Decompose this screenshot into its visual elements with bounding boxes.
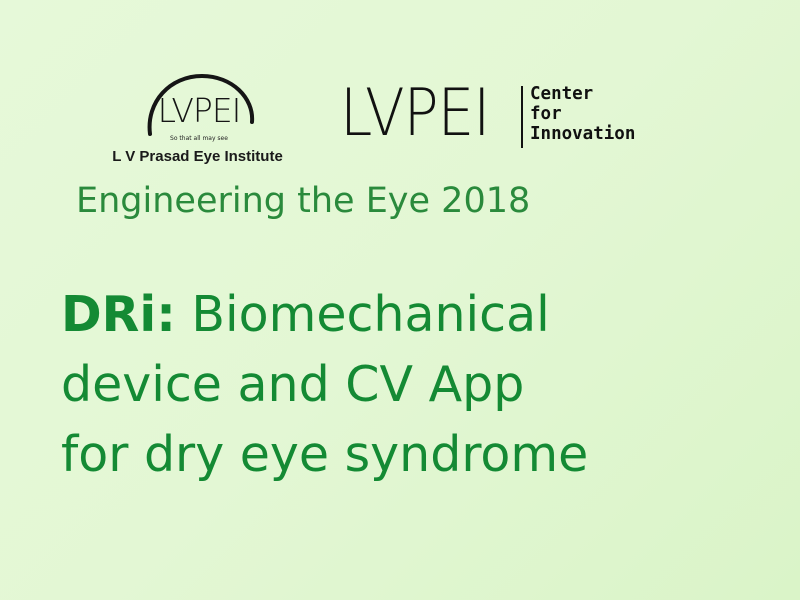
innovation-logo-subtitle	[530, 84, 635, 144]
innovation-logo-line-for: for	[530, 104, 562, 124]
talk-title-line-3: for dry eye syndrome	[61, 426, 589, 483]
innovation-logo-line-center: Center	[530, 84, 594, 104]
talk-title-acronym: DRi:	[61, 286, 176, 343]
talk-title-line-1	[61, 280, 781, 350]
lvpei-institute-logo	[95, 72, 300, 172]
talk-title	[61, 280, 781, 490]
innovation-logo-line-innovation: Innovation	[530, 124, 636, 144]
logo-divider	[521, 86, 523, 148]
talk-title-line-2: device and CV App	[61, 356, 525, 413]
institute-logo-name: L V Prasad Eye Institute	[112, 148, 283, 165]
institute-logo-mark: LVPEI	[157, 91, 241, 130]
lvpei-innovation-center-logo	[340, 74, 690, 155]
innovation-logo-mark: LVPEI	[340, 74, 490, 151]
event-title: Engineering the Eye 2018	[76, 181, 531, 221]
institute-logo-motto: So that all may see	[170, 135, 228, 142]
talk-title-line-1-rest: Biomechanical	[175, 286, 550, 343]
